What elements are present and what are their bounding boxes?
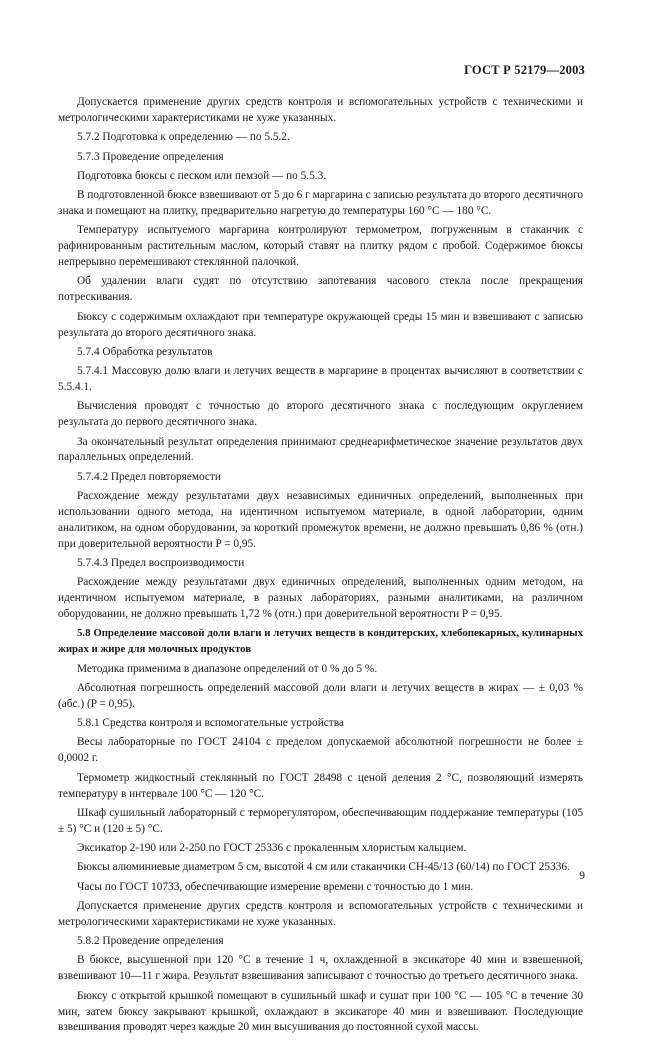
body-paragraph: Абсолютная погрешность определений массовой доли влаги и летучих веществ в жирах — ± 0,03 % (абс.) (P = 0,95). xyxy=(58,681,583,710)
body-paragraph: 5.7.4.3 Предел воспроизводимости xyxy=(77,557,245,570)
body-paragraph: Вычисления проводят с точностью до второго десятичного знака с последующим округлением результата до первого десятичного знака. xyxy=(58,400,583,429)
body-paragraph: Допускается применение других средств контроля и вспомогательных устройств с техническими и метрологическими характеристиками не хуже указанных. xyxy=(58,96,583,124)
body-paragraph: В подготовленной бюксе взвешивают от 5 до 6 г маргарина с записью результата до второго десятичного знака и помещают на плитку, предварительно нагретую до температуры 160 °С — 180 °С. xyxy=(58,189,583,217)
body-paragraph: За окончательный результат определения принимают среднеарифметическое значение результатов двух параллельных определений. xyxy=(58,435,583,464)
body-paragraph: Методика применима в диапазоне определений от 0 % до 5 %. xyxy=(77,662,378,675)
body-paragraph: 5.8.2 Проведение определения xyxy=(77,935,224,948)
body-paragraph: Подготовка бюксы с песком или пемзой — по 5.5.3. xyxy=(77,169,327,182)
body-paragraph: Допускается применение других средств контроля и вспомогательных устройств с техническими и метрологическими характеристиками не хуже указанных. xyxy=(58,899,583,928)
body-paragraph: Бюксы алюминиевые диаметром 5 см, высотой 4 см или стаканчики СН-45/13 (60/14) по ГОСТ 25336. xyxy=(77,861,570,874)
body-paragraph: Расхождение между результатами двух независимых единичных определений, выполненных при использовании одного метода, на идентичном испытуемом материале, в одной лаборатории, одним аналитиком, на одном оборудовании, за короткий промежуток времени, не должно превышать 0,86 % (отн.) при доверительной вероятности P = 0,95. xyxy=(58,490,583,550)
page-number: 9 xyxy=(579,870,585,882)
body-paragraph: 5.7.4 Обработка результатов xyxy=(77,345,213,358)
body-paragraph: Температуру испытуемого маргарина контролируют термометром, погруженным в стаканчик с рафинированным растительным маслом, который ставят на плитку рядом с пробой. Содержимое бюксы непрерывно перемешивают стеклянной палочкой. xyxy=(58,224,583,269)
body-paragraph: В бюксе, высушенной при 120 °С в течение 1 ч, охлажденной в эксикаторе 40 мин и взвешенной, взвешивают 10—11 г жира. Результат взвешивания записывают с точностью до третьего десятичного знака. xyxy=(58,954,583,983)
body-paragraph: Часы по ГОСТ 10733, обеспечивающие измерение времени с точностью до 1 мин. xyxy=(77,880,474,893)
document-body xyxy=(58,95,583,1040)
body-paragraph: 5.7.2 Подготовка к определению — по 5.5.2. xyxy=(77,131,290,144)
body-paragraph: Бюксу с открытой крышкой помещают в сушильный шкаф и сушат при 100 °С — 105 °С в течение 30 мин, затем бюксу закрывают крышкой, охлаждают в эксикаторе 40 мин и взвешивают. Последующие взвешивания проводят через каждые 20 мин высушивания до постоянной сухой массы. xyxy=(58,989,583,1034)
body-paragraph: 5.7.4.1 Массовую долю влаги и летучих веществ в маргарине в процентах вычисляют в соответствии с 5.5.4.1. xyxy=(58,365,583,394)
body-paragraph: Термометр жидкостный стеклянный по ГОСТ 28498 с ценой деления 2 °С, позволяющий измерять температуру в интервале 100 °С — 120 °С. xyxy=(58,771,583,800)
body-paragraph: 5.8.1 Средства контроля и вспомогательные устройства xyxy=(77,717,344,730)
document-header-id: ГОСТ Р 52179—2003 xyxy=(464,63,585,77)
body-paragraph: 5.7.4.2 Предел повторяемости xyxy=(77,470,221,483)
body-paragraph: Эксикатор 2-190 или 2-250 по ГОСТ 25336 с прокаленным хлористым кальцием. xyxy=(77,842,467,855)
body-paragraph: 5.7.3 Проведение определения xyxy=(77,150,224,163)
body-paragraph: Бюксу с содержимым охлаждают при температуре окружающей среды 15 мин и взвешивают с записью результата до второго десятичного знака. xyxy=(58,310,583,339)
body-paragraph: Шкаф сушильный лабораторный с терморегулятором, обеспечивающим поддержание температуры (105 ± 5) °С и (120 ± 5) °С. xyxy=(58,806,583,835)
body-paragraph: Об удалении влаги судят по отсутствию запотевания часового стекла после прекращения потрескивания. xyxy=(58,275,583,304)
body-paragraph: Расхождение между результатами двух единичных определений, выполненных одним методом, на идентичном испытуемом материале, в разных лабораториях, разными аналитиками, на различном оборудовании, не должно превышать 1,72 % (отн.) при доверительной вероятности P = 0,95. xyxy=(58,576,583,621)
section-heading-paragraph: 5.8 Определение массовой доли влаги и летучих веществ в кондитерских, хлебопекарных, кулинарных жирах и жире для молочных продуктов xyxy=(58,627,583,656)
body-paragraph: Весы лабораторные по ГОСТ 24104 с пределом допускаемой абсолютной погрешности не более ± 0,0002 г. xyxy=(58,736,583,765)
